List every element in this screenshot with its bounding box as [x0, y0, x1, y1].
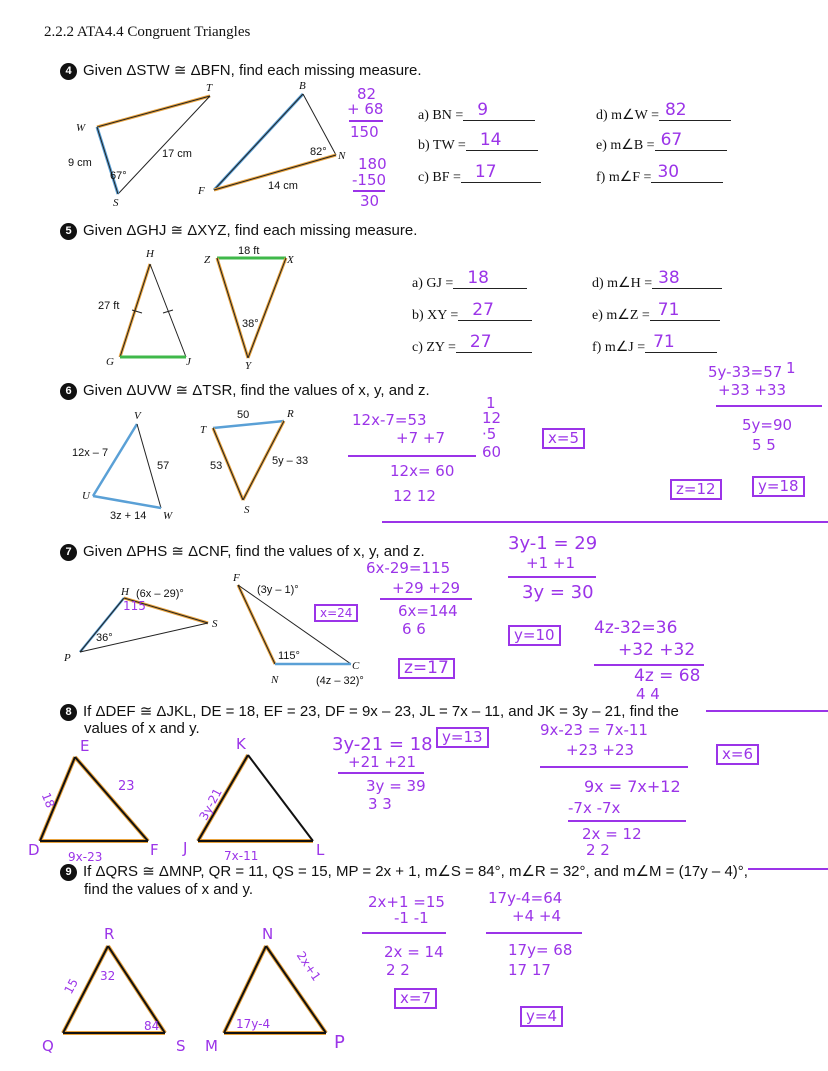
vertex-label: D [28, 841, 40, 859]
handwritten-work: 1 [486, 394, 496, 412]
work-divider [540, 766, 688, 768]
problem-6-prompt: 6 Given ΔUVW ≅ ΔTSR, find the values of x, y, and z. [60, 381, 430, 400]
side-label: 9 cm [68, 157, 92, 169]
work-divider [716, 405, 822, 407]
vertex-label: F [233, 572, 240, 584]
vertex-label: X [287, 254, 294, 266]
handwritten-work: 115 [123, 599, 146, 613]
handwritten-work: 4z = 68 [634, 666, 701, 686]
handwritten-work: 2x = 12 [582, 825, 642, 843]
handwritten-work: 5 5 [752, 436, 776, 454]
problem-number-badge: 5 [60, 223, 77, 240]
side-label: 50 [237, 409, 250, 421]
answer-value: 38 [658, 268, 680, 288]
answer-box: y=10 [508, 625, 561, 646]
vertex-label: N [271, 674, 279, 686]
handwritten-work: 6 6 [402, 620, 426, 638]
side-label: 53 [210, 460, 223, 472]
answer-line: b) TW = 14 [418, 136, 538, 154]
answer-box: z=12 [670, 479, 722, 500]
handwritten-work: 3y = 39 [366, 777, 426, 795]
handwritten-work: +7 +7 [396, 429, 445, 447]
side-label: 27 ft [98, 300, 120, 312]
vertex-label: B [299, 80, 306, 92]
vertex-label: W [163, 510, 173, 522]
answer-line: a) BN = 9 [418, 106, 535, 124]
vertex-label: Q [42, 1037, 54, 1055]
handwritten-work: 2 2 [586, 841, 610, 859]
angle-label: 82° [310, 146, 327, 158]
handwritten-work: +32 +32 [618, 640, 696, 660]
problem-8-prompt-continued: values of x and y. [84, 720, 200, 737]
side-label: 18 ft [238, 245, 260, 257]
handwritten-work: 2x+1 =15 [368, 893, 445, 911]
angle-label: (4z – 32)° [316, 675, 364, 687]
handwritten-work: ·5 [482, 425, 497, 443]
answer-line: f) m∠J = 71 [592, 338, 717, 356]
side-label: 17 cm [162, 148, 192, 160]
angle-label: 17y-4 [236, 1017, 271, 1031]
triangle-ghj [120, 264, 186, 357]
problem-4-prompt: 4 Given ΔSTW ≅ ΔBFN, find each missing measure. [60, 61, 422, 80]
vertex-label: R [287, 408, 294, 420]
vertex-label: T [200, 424, 207, 436]
answer-box: x=6 [716, 744, 759, 765]
work-divider [348, 455, 476, 457]
handwritten-work: 1 [786, 359, 796, 377]
side-label: 5y – 33 [272, 455, 309, 467]
side-label: 15 [61, 976, 81, 997]
answer-value: 14 [479, 130, 502, 150]
work-divider [338, 772, 424, 774]
angle-label: 32 [100, 969, 116, 983]
handwritten-work: +23 +23 [566, 741, 635, 759]
handwritten-work: 6x=144 [398, 602, 458, 620]
answer-box: y=18 [752, 476, 805, 497]
answer-value: 18 [467, 268, 489, 288]
angle-label: 38° [242, 318, 259, 330]
vertex-label: W [76, 122, 86, 134]
handwritten-work: -1 -1 [394, 909, 429, 927]
handwritten-work: -150 [352, 171, 387, 189]
answer-line: c) BF = 17 [418, 168, 541, 186]
handwritten-work: 12x= 60 [390, 462, 455, 480]
handwritten-work: +1 +1 [526, 554, 575, 572]
side-label: 2x+1 [293, 948, 324, 984]
vertex-label: S [176, 1037, 186, 1055]
handwritten-work: 2x = 14 [384, 943, 444, 961]
work-divider [508, 576, 596, 578]
problem-number-badge: 4 [60, 63, 77, 80]
problem-8-prompt: 8 If ΔDEF ≅ ΔJKL, DE = 18, EF = 23, DF = 9x – 23, JL = 7x – 11, and JK = 3y – 21, find the [60, 702, 679, 721]
vertex-label: S [113, 197, 119, 209]
answer-value: 9 [477, 100, 489, 120]
answer-value: 71 [657, 300, 680, 320]
handwritten-work: 6x-29=115 [366, 559, 451, 577]
answer-value: 67 [660, 130, 683, 150]
handwritten-work: 17y-4=64 [488, 889, 563, 907]
vertex-label: Y [245, 360, 252, 372]
answer-line: d) m∠W = 82 [596, 106, 731, 124]
vertex-label: F [150, 841, 159, 859]
work-divider [362, 932, 446, 934]
answer-line: f) m∠F = 30 [596, 168, 723, 186]
vertex-label: H [121, 586, 129, 598]
side-label: 3z + 14 [110, 510, 147, 522]
handwritten-work: 9x-23 = 7x-11 [540, 721, 648, 739]
side-label: 9x-23 [68, 850, 103, 864]
problem-9-prompt-continued: find the values of x and y. [84, 881, 253, 898]
vertex-label: F [198, 185, 205, 197]
problem-7-prompt: 7 Given ΔPHS ≅ ΔCNF, find the values of x, y, and z. [60, 542, 425, 561]
handwritten-work: 30 [360, 192, 380, 210]
answer-box: z=17 [398, 658, 455, 679]
work-divider [349, 120, 383, 122]
side-label: 14 cm [268, 180, 298, 192]
answer-value: 17 [474, 162, 497, 182]
problem-number-badge: 6 [60, 383, 77, 400]
answer-line: b) XY = 27 [412, 306, 532, 324]
vertex-label: S [212, 618, 218, 630]
vertex-label: J [183, 839, 188, 857]
answer-value: 30 [657, 162, 680, 182]
vertex-label: J [186, 356, 191, 368]
answer-value: 27 [469, 332, 492, 352]
section-divider [748, 868, 828, 870]
handwritten-work: 9x = 7x+12 [584, 777, 681, 796]
handwritten-work: 4z-32=36 [594, 618, 678, 638]
vertex-label: P [64, 652, 71, 664]
angle-label: 67° [110, 170, 127, 182]
handwritten-work: +33 +33 [718, 381, 787, 399]
side-label: 23 [118, 779, 135, 794]
vertex-label: H [146, 248, 154, 260]
triangle-xyz [217, 258, 286, 358]
vertex-label: M [205, 1037, 218, 1055]
angle-label: 115° [278, 650, 300, 662]
answer-value: 27 [472, 300, 494, 320]
triangle-bfn [214, 94, 336, 190]
triangle-uvw [93, 424, 161, 508]
handwritten-work: 150 [350, 123, 379, 141]
handwritten-work: 5y-33=57 [708, 363, 783, 381]
angle-label: (6x – 29)° [136, 588, 184, 600]
side-label: 12x – 7 [72, 447, 109, 459]
answer-line: d) m∠H = 38 [592, 274, 722, 292]
section-divider [382, 521, 828, 523]
side-label: 7x-11 [224, 849, 259, 863]
handwritten-work: 12x-7=53 [352, 411, 427, 429]
vertex-label: C [352, 660, 360, 672]
vertex-label: L [316, 841, 325, 859]
vertex-label: G [106, 356, 114, 368]
work-divider [380, 598, 472, 600]
answer-value: 71 [653, 332, 675, 352]
handwritten-work: -7x -7x [568, 799, 621, 817]
handwritten-work: +4 +4 [512, 907, 561, 925]
answer-box: y=13 [436, 727, 489, 748]
vertex-label: N [262, 925, 274, 943]
page-title: 2.2.2 ATA4.4 Congruent Triangles [44, 24, 251, 40]
handwritten-work: 180 [358, 155, 387, 173]
handwritten-work: +21 +21 [348, 753, 417, 771]
answer-line: e) m∠B = 67 [596, 136, 727, 154]
answer-line: e) m∠Z = 71 [592, 306, 720, 324]
vertex-label: T [206, 82, 213, 94]
problem-number-badge: 8 [60, 704, 77, 721]
answer-line: a) GJ = 18 [412, 274, 527, 292]
handwritten-work: 60 [482, 443, 502, 461]
handwritten-work: 82 [357, 85, 377, 103]
angle-label: 36° [96, 632, 113, 644]
problem-number-badge: 9 [60, 864, 77, 881]
side-label: 18 [38, 790, 58, 811]
side-label: 3y-21 [196, 785, 225, 823]
side-label: 57 [157, 460, 170, 472]
answer-value: 82 [664, 100, 687, 120]
handwritten-work: 17y= 68 [508, 941, 573, 959]
angle-label: (3y – 1)° [257, 584, 299, 596]
handwritten-work: +29 +29 [392, 579, 461, 597]
problem-9-prompt: 9 If ΔQRS ≅ ΔMNP, QR = 11, QS = 15, MP = 2x + 1, m∠S = 84°, m∠R = 32°, and m∠M = (17y – 4)°, [60, 862, 748, 881]
answer-box: y=4 [520, 1006, 563, 1027]
handwritten-work: 12 12 [393, 487, 436, 505]
vertex-label: P [334, 1032, 345, 1053]
vertex-label: R [104, 925, 115, 943]
vertex-label: Z [204, 254, 211, 266]
section-divider [706, 710, 828, 712]
handwritten-work: 3y-21 = 18 [332, 734, 433, 755]
vertex-label: U [82, 490, 90, 502]
handwritten-work: 3y = 30 [522, 582, 594, 603]
vertex-label: K [236, 735, 246, 753]
handwritten-work: 3 3 [368, 795, 392, 813]
answer-box: x=7 [394, 988, 437, 1009]
answer-box: x=5 [542, 428, 585, 449]
vertex-label: E [80, 737, 90, 755]
problem-5-prompt: 5 Given ΔGHJ ≅ ΔXYZ, find each missing measure. [60, 221, 417, 240]
handwritten-work: 5y=90 [742, 416, 793, 434]
vertex-label: V [134, 410, 141, 422]
handwritten-work: + 68 [347, 100, 384, 118]
answer-box: x=24 [314, 604, 358, 622]
vertex-label: N [338, 150, 346, 162]
work-divider [486, 932, 582, 934]
work-divider [568, 820, 686, 822]
vertex-label: S [244, 504, 250, 516]
handwritten-work: 4 4 [636, 685, 660, 703]
handwritten-work: 2 2 [386, 961, 410, 979]
problem-number-badge: 7 [60, 544, 77, 561]
answer-line: c) ZY = 27 [412, 338, 532, 356]
handwritten-work: 3y-1 = 29 [508, 533, 598, 554]
handwritten-work: 17 17 [508, 961, 551, 979]
handwritten-work: 12 [482, 409, 502, 427]
angle-label: 84 [144, 1019, 160, 1033]
